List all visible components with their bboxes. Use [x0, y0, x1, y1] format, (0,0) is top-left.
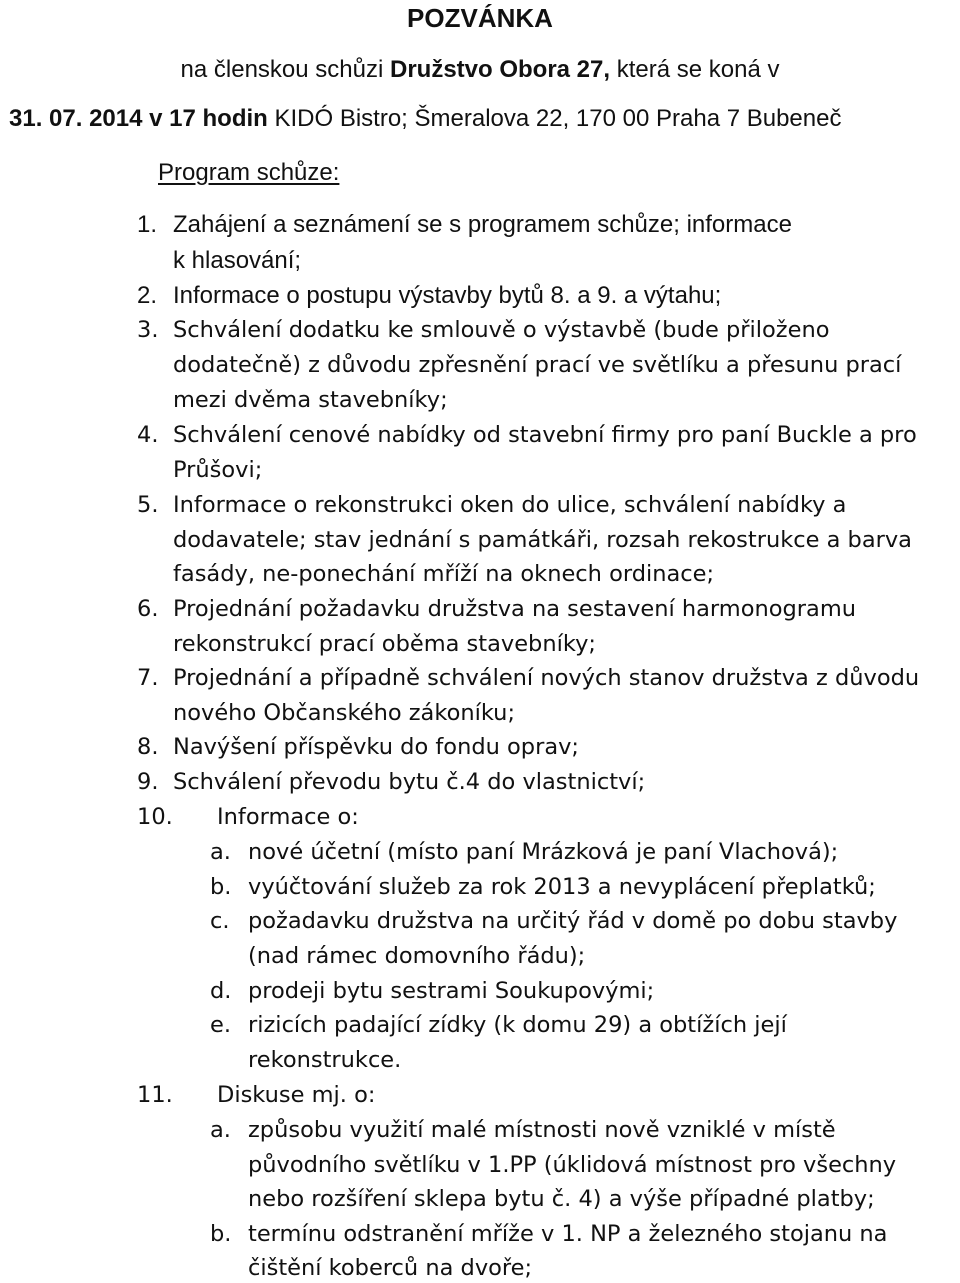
agenda-item-10c-letter: c.	[210, 908, 230, 934]
agenda-item-11a-line-2: původního světlíku v 1.PP (úklidová místnost pro všechny	[248, 1152, 897, 1178]
agenda-item-2-number: 2.	[137, 282, 158, 309]
agenda-item-10a-line-1: nové účetní (místo paní Mrázková je paní Vlachová);	[248, 839, 839, 865]
agenda-item-6-line-1: Projednání požadavku družstva na sestavení harmonogramu	[173, 596, 856, 622]
program-heading: Program schůze:	[158, 159, 340, 186]
agenda-item-4-number: 4.	[137, 422, 159, 448]
agenda-item-10-number: 10.	[137, 804, 173, 830]
agenda-item-10-line-1: Informace o:	[217, 804, 359, 830]
agenda-item-3-line-3: mezi dvěma stavebníky;	[173, 387, 448, 413]
agenda-item-7-line-1: Projednání a případně schválení nových stanov družstva z důvodu	[173, 665, 920, 691]
document-title: POZVÁNKA	[407, 3, 553, 33]
agenda-item-10c-line-1: požadavku družstva na určitý řád v domě po dobu stavby	[248, 908, 898, 934]
agenda-item-11a-letter: a.	[210, 1117, 231, 1143]
agenda-item-11a-line-1: způsobu využití malé místnosti nově vzniklé v místě	[248, 1117, 836, 1143]
agenda-item-11-number: 11.	[137, 1082, 173, 1108]
agenda-item-8-line-1: Navýšení příspěvku do fondu oprav;	[173, 734, 579, 760]
agenda-item-10b-letter: b.	[210, 874, 232, 900]
agenda-item-10b-line-1: vyúčtování služeb za rok 2013 a nevyplácení přeplatků;	[248, 874, 876, 900]
agenda-item-10c-line-2: (nad rámec domovního řádu);	[248, 943, 586, 969]
agenda-item-4-line-2: Průšovi;	[173, 457, 263, 483]
meeting-venue: KIDÓ Bistro; Šmeralova 22, 170 00 Praha 7 Bubeneč	[267, 105, 842, 132]
agenda-item-5-line-1: Informace o rekonstrukci oken do ulice, schválení nabídky a	[173, 492, 847, 518]
agenda-item-11b-letter: b.	[210, 1221, 232, 1247]
agenda-item-7-line-2: nového Občanského zákoníku;	[173, 700, 516, 726]
agenda-item-3-number: 3.	[137, 317, 159, 343]
agenda-item-9-number: 9.	[137, 769, 159, 795]
agenda-item-3-line-2: dodatečně) z důvodu zpřesnění prací ve světlíku a přesunu prací	[173, 352, 902, 378]
agenda-item-6-number: 6.	[137, 596, 159, 622]
agenda-item-1-line-1: Zahájení a seznámení se s programem schůze; informace	[173, 211, 792, 238]
agenda-item-10d-letter: d.	[210, 978, 232, 1004]
agenda-item-11b-line-1: termínu odstranění mříže v 1. NP a železného stojanu na	[248, 1221, 888, 1247]
agenda-item-7-number: 7.	[137, 665, 159, 691]
agenda-item-10a-letter: a.	[210, 839, 231, 865]
agenda-item-10e-letter: e.	[210, 1012, 231, 1038]
meeting-datetime: 31. 07. 2014 v 17 hodin	[9, 105, 268, 132]
agenda-item-2-line-1: Informace o postupu výstavby bytů 8. a 9. a výtahu;	[173, 282, 722, 309]
agenda-item-5-line-2: dodavatele; stav jednání s památkáři, rozsah rekostrukce a barva	[173, 527, 912, 553]
agenda-item-1-number: 1.	[137, 211, 158, 238]
invitation-line-1	[0, 55, 960, 85]
agenda-item-10d-line-1: prodeji bytu sestrami Soukupovými;	[248, 978, 655, 1004]
agenda-item-10e-line-2: rekonstrukce.	[248, 1047, 402, 1073]
agenda-item-11b-line-2: čištění koberců na dvoře;	[248, 1255, 533, 1281]
agenda-item-1-line-2: k hlasování;	[173, 247, 302, 274]
agenda-item-11-line-1: Diskuse mj. o:	[217, 1082, 376, 1108]
agenda-item-4-line-1: Schválení cenové nabídky od stavební firmy pro paní Buckle a pro	[173, 422, 917, 448]
agenda-item-5-line-3: fasády, ne-ponechání mříží na oknech ordinace;	[173, 561, 715, 587]
invitation-line-1-pre: na členskou schůzi	[180, 56, 390, 83]
agenda-item-9-line-1: Schválení převodu bytu č.4 do vlastnictví;	[173, 769, 646, 795]
agenda-item-5-number: 5.	[137, 492, 159, 518]
cooperative-name: Družstvo Obora 27,	[389, 56, 611, 83]
agenda-item-6-line-2: rekonstrukcí prací oběma stavebníky;	[173, 631, 596, 657]
agenda-item-10e-line-1: rizicích padající zídky (k domu 29) a obtížích její	[248, 1012, 787, 1038]
agenda-item-8-number: 8.	[137, 734, 159, 760]
agenda-item-11a-line-3: nebo rozšíření sklepa bytu č. 4) a výše případné platby;	[248, 1186, 875, 1212]
invitation-line-1-post: která se koná v	[610, 56, 780, 83]
invitation-line-2	[9, 104, 841, 134]
agenda-item-3-line-1: Schválení dodatku ke smlouvě o výstavbě (bude přiloženo	[173, 317, 830, 343]
